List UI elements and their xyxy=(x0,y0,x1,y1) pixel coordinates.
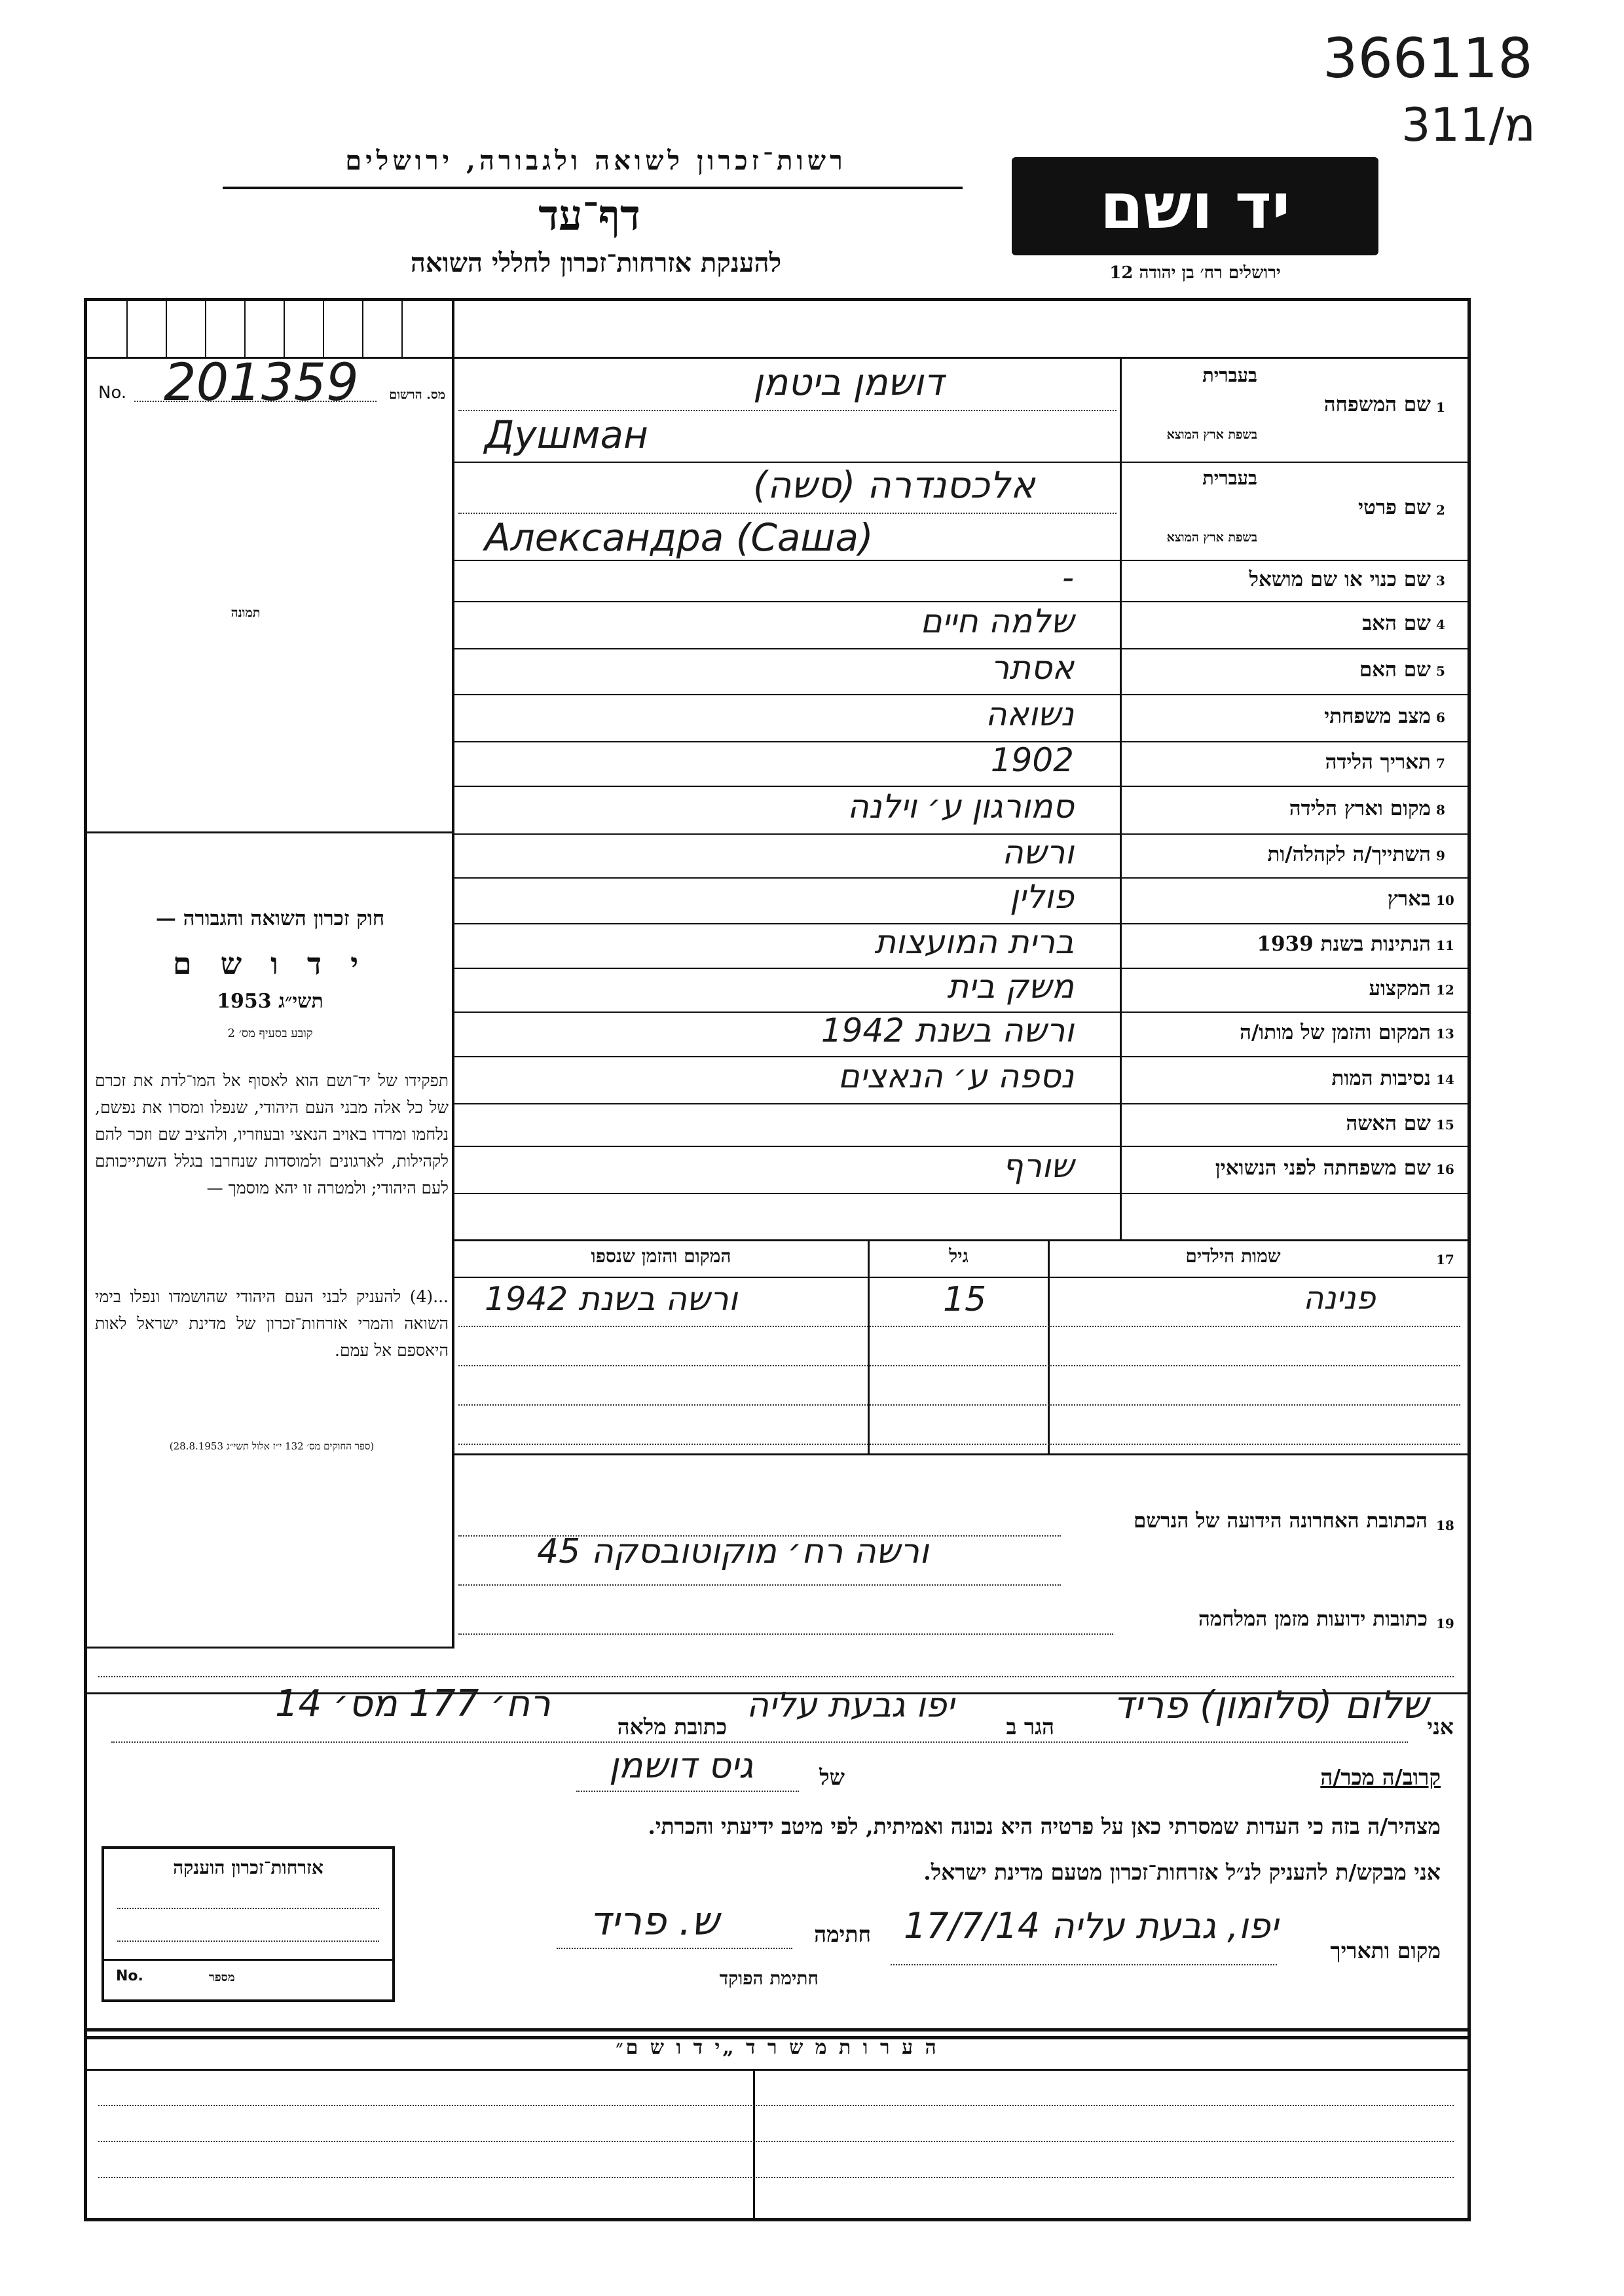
field-value: ברית המועצות xyxy=(874,923,1074,961)
field-label: שם האם xyxy=(1359,658,1431,682)
field-value: סמורגון ע׳ וילנה xyxy=(847,787,1074,826)
citizenship-box-line-2 xyxy=(117,1941,379,1942)
field-value: 1902 xyxy=(990,741,1074,779)
children-line-3 xyxy=(458,1404,1460,1406)
field-value-origin: Душман xyxy=(485,412,648,457)
declaration-line-1 xyxy=(111,1741,1408,1743)
children-line-2 xyxy=(458,1365,1460,1366)
field-label: מקום וארץ הלידה xyxy=(1289,796,1431,820)
field-label: נסיבות המות xyxy=(1331,1066,1431,1090)
signature-line xyxy=(557,1948,792,1949)
office-notes-line-2 xyxy=(98,2141,1454,2142)
field-value-hebrew: דושמן ביטמן xyxy=(753,361,944,404)
declarant-residence: יפו גבעת עליה xyxy=(747,1686,955,1725)
field-value: פולין xyxy=(1009,878,1074,916)
archive-number: 366118 xyxy=(1323,26,1533,90)
declaration-request: אני מבקש/ת להעניק לנ״ל אזרחות־זכרון מטעם מדינת ישראל. xyxy=(923,1859,1441,1885)
children-table-top xyxy=(454,1239,1467,1241)
declaration-relative-label: קרוב/ה מכר/ה xyxy=(1320,1764,1441,1790)
field-label: המקום והזמן של מותו/ה xyxy=(1240,1021,1431,1044)
field-value-origin: Александра (Саша) xyxy=(485,515,874,560)
field-number: 5 xyxy=(1436,663,1445,679)
field-label: שם האב xyxy=(1362,611,1431,635)
field-value: אסתר xyxy=(991,649,1074,687)
field-number: 8 xyxy=(1436,801,1445,818)
law-text-mission: תפקידו של יד־ושם הוא לאסוף אל המו־לדת את זכרם של כל אלה מבני העם היהודי, שנפלו ומסרו את נפשם, נלחמו ומרדו באויב הנאצי ובעוזריו, ולהציב שם וזכר להם לקהילות, לארגונים ולמוסדות שנחרבו בגלל השתייכותם לעם היהודי; ולמטרה זו יהא מוסמך — xyxy=(95,1071,449,1197)
place-date-line xyxy=(891,1964,1277,1965)
children-col-age: גיל xyxy=(949,1245,969,1267)
field-label: המקצוע xyxy=(1369,976,1431,1000)
field-sub-hebrew-label: בעברית xyxy=(1202,467,1257,489)
law-title: חוק זכרון השואה והגבורה — xyxy=(155,907,385,930)
field-label: שם האשה xyxy=(1346,1111,1431,1135)
field-number: 14 xyxy=(1436,1072,1454,1087)
photo-placeholder-label: תמונה xyxy=(231,606,261,620)
declaration-statement: מצהיר/ה בזה כי העדות שמסרתי כאן על פרטיה היא נכונה ואמיתית, לפי מיטב ידיעתי והכרתי. xyxy=(648,1813,1441,1839)
field-value: נספה ע׳ הנאצים xyxy=(838,1057,1074,1095)
field-value: ורשה xyxy=(1002,833,1074,871)
office-notes-line-3 xyxy=(98,2177,1454,2178)
field-number: 16 xyxy=(1436,1161,1454,1177)
declaration-ani: אני xyxy=(1427,1714,1454,1740)
wartime-address-label: כתובות ידועות מזמן המלחמה xyxy=(1198,1607,1428,1631)
address-row-number: 18 xyxy=(1436,1518,1454,1533)
authority-name: רשות־זכרון לשואה ולגבורה, ירושלים xyxy=(345,145,847,176)
field-mid-dotted-line xyxy=(458,410,1116,411)
child-1-place: ורשה בשנת 1942 xyxy=(485,1280,738,1318)
reference-boxes xyxy=(87,301,452,357)
children-line-4 xyxy=(458,1444,1460,1445)
field-value: משק בית xyxy=(947,967,1074,1006)
citizenship-box-number-label: מספר xyxy=(209,1971,235,1984)
law-text-citizenship: ...(4) להעניק לבני העם היהודי שהושמדו ונפלו בימי השואה והמרי אזרחות־זכרון של מדינת ישראל לאות היאספם אל עמם. xyxy=(95,1287,449,1360)
citizenship-box-divider xyxy=(104,1959,392,1961)
yad-vashem-logo: יד ושם xyxy=(1012,157,1378,255)
field-value: - xyxy=(1061,558,1074,596)
registration-no-label: No. xyxy=(98,383,127,403)
field-label: שם כנוי או שם מושאל xyxy=(1249,567,1431,591)
office-notes-divider xyxy=(753,2069,755,2218)
field-value: שורף xyxy=(1002,1147,1074,1185)
office-notes-title: ה ע ר ו ת מ ש ר ד „י ד ו ש ם״ xyxy=(616,2036,939,2059)
signature-label: חתימה xyxy=(814,1922,871,1947)
law-source: (ספר החוקים מס׳ 132 י״ז אלול תשי״ג 28.8.1953) xyxy=(169,1440,375,1452)
field-label: השתייך/ה לקהלה/ות xyxy=(1267,842,1431,866)
field-number: 3 xyxy=(1436,572,1445,589)
wartime-address-line-2 xyxy=(98,1676,1454,1677)
field-number: 12 xyxy=(1436,981,1454,998)
field-value: שלמה חיים xyxy=(920,602,1074,640)
field-number: 11 xyxy=(1436,938,1454,953)
logo-address: ירושלים רח׳ בן יהודה 12 xyxy=(1109,263,1281,283)
inspector-signature-label: חתימת הפוקד xyxy=(719,1967,819,1989)
header-underline xyxy=(223,187,963,189)
children-row-number: 17 xyxy=(1436,1252,1454,1267)
field-label: תאריך הלידה xyxy=(1325,750,1431,774)
field-row-separator xyxy=(454,462,1467,463)
registration-number: 201359 xyxy=(164,354,359,412)
declarant-name: שלום (סלומון) פריד xyxy=(1113,1683,1429,1727)
child-1-age: 15 xyxy=(943,1280,987,1319)
field-number: 6 xyxy=(1436,710,1445,725)
children-header-line xyxy=(454,1277,1467,1278)
field-number: 1 xyxy=(1436,399,1445,415)
field-value: נשואה xyxy=(985,695,1074,733)
field-label: הנתינות בשנת 1939 xyxy=(1257,932,1431,956)
law-year: תשי״ג 1953 xyxy=(217,990,323,1013)
registration-label: מס. הרשום xyxy=(389,388,445,402)
office-notes-line-1 xyxy=(98,2105,1454,2106)
field-label: שם משפחתה לפני הנשואין xyxy=(1215,1156,1431,1180)
field-row-separator xyxy=(454,1103,1467,1104)
children-table-bottom xyxy=(454,1453,1467,1455)
declaration-of-label: של xyxy=(819,1764,845,1790)
field-value: ורשה בשנת 1942 xyxy=(821,1011,1074,1049)
children-col-divider-2 xyxy=(1048,1239,1050,1455)
field-row-separator xyxy=(454,1193,1467,1194)
wartime-address-row-number: 19 xyxy=(1436,1616,1454,1631)
field-number: 15 xyxy=(1436,1116,1454,1133)
law-clause: קובע בסעיף מס׳ 2 xyxy=(227,1027,313,1040)
law-name: י ד ו ש ם xyxy=(172,946,368,981)
field-mid-dotted-line xyxy=(458,513,1116,514)
children-line-1 xyxy=(458,1326,1460,1327)
children-col-divider-1 xyxy=(868,1239,870,1455)
wartime-address-line-1 xyxy=(458,1633,1113,1635)
declaration-lives-label: הגר ב xyxy=(1006,1714,1054,1740)
declaration-of-line xyxy=(576,1791,799,1792)
label-column-divider xyxy=(1120,359,1122,1239)
field-number: 9 xyxy=(1436,847,1445,864)
sidebar-bottom-line xyxy=(84,1647,454,1649)
place-date-value: יפו, גבעת עליה 17/7/14 xyxy=(904,1905,1278,1946)
children-col-names: שמות הילדים xyxy=(1185,1245,1281,1267)
field-number: 2 xyxy=(1436,502,1445,518)
field-sub-origin-label: בשפת ארץ המוצא xyxy=(1166,428,1257,442)
field-sub-origin-label: בשפת ארץ המוצא xyxy=(1166,530,1257,545)
field-number: 10 xyxy=(1436,892,1454,908)
archive-number-secondary: 311/מ xyxy=(1401,98,1536,152)
citizenship-box-title: אזרחות־זכרון הוענקה xyxy=(173,1857,323,1878)
declarant-address: רח׳ 177 מס׳ 14 xyxy=(275,1683,551,1725)
last-address-value: ורשה רח׳ מוקוטובסקה 45 xyxy=(537,1532,929,1571)
child-1-name: פנינה xyxy=(1303,1280,1376,1317)
field-label: שם פרטי xyxy=(1357,496,1431,519)
citizenship-box-no: No. xyxy=(116,1968,143,1984)
last-address-line-2 xyxy=(458,1584,1061,1586)
field-label: בארץ xyxy=(1387,887,1431,911)
page-title: דף־עד xyxy=(538,191,640,240)
field-label: שם המשפחה xyxy=(1323,393,1431,416)
citizenship-granted-box xyxy=(101,1846,395,2002)
field-number: 13 xyxy=(1436,1026,1454,1042)
page-subtitle: להענקת אזרחות־זכרון לחללי השואה xyxy=(410,247,782,278)
last-address-label: הכתובת האחרונה הידועה של הנרשם xyxy=(1133,1509,1428,1533)
field-sub-hebrew-label: בעברית xyxy=(1202,364,1257,386)
place-date-label: מקום ותאריך xyxy=(1330,1938,1441,1963)
citizenship-box-line-1 xyxy=(117,1908,379,1909)
declarant-signature: ש. פריד xyxy=(589,1899,720,1944)
left-column-divider xyxy=(452,298,454,1647)
photo-bottom-line xyxy=(84,831,452,833)
field-number: 4 xyxy=(1436,617,1445,632)
field-value-hebrew: אלכסנדרה (סשה) xyxy=(753,464,1035,507)
field-number: 7 xyxy=(1436,756,1445,771)
declaration-of-value: גיס דושמן xyxy=(609,1745,754,1786)
declaration-address-label: כתובת מלאה xyxy=(617,1714,727,1740)
office-notes-header-line xyxy=(84,2069,1467,2071)
children-col-place: המקום והזמן שנספו xyxy=(591,1245,731,1267)
field-label: מצב משפחתי xyxy=(1324,704,1431,728)
